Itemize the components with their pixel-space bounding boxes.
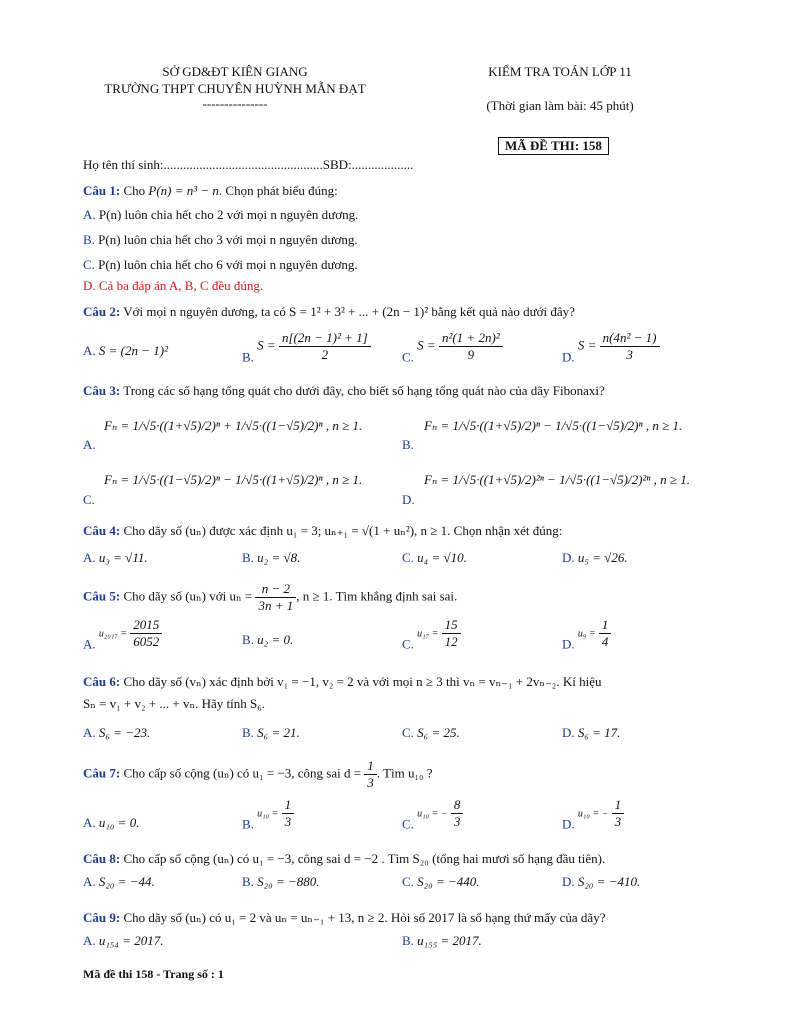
question-label: Câu 7:	[83, 765, 121, 781]
option-label: B.	[242, 550, 254, 565]
formula-lhs: u₁₀ = −	[577, 808, 609, 820]
fraction	[130, 617, 162, 650]
q1-option-d: D. Cả ba đáp án A, B, C đều đúng.	[83, 278, 264, 293]
q2-option-a	[83, 343, 168, 359]
exam-title: KIỂM TRA TOÁN LỚP 11	[488, 64, 632, 79]
q4-option-d	[562, 550, 628, 566]
question-6	[83, 674, 601, 690]
q3-option-a: Fₙ = 1/√5·((1+√5)/2)ⁿ + 1/√5·((1−√5)/2)ⁿ , n ≥ 1.	[104, 418, 363, 433]
option-label: A.	[83, 815, 96, 830]
question-text: Với mọi n nguyên dương, ta có S = 1² + 3² + ... + (2n − 1)² bằng kết quả nào dưới đây?	[120, 304, 575, 319]
denominator: 4	[601, 634, 609, 649]
question-text: Cho dãy số (uₙ) có u₁ = 2 và uₙ = uₙ₋₁ + 13, n ≥ 2. Hỏi số 2017 là số hạng thứ mấy của dãy?	[120, 910, 606, 925]
question-text: . Chọn phát biểu đúng:	[218, 183, 338, 198]
question-text: Cho dãy số (uₙ) với uₙ =	[120, 588, 253, 604]
q3-option-c: Fₙ = 1/√5·((1−√5)/2)ⁿ − 1/√5·((1+√5)/2)ⁿ , n ≥ 1.	[104, 472, 363, 487]
denominator: 3	[284, 814, 292, 829]
q6-option-a	[83, 725, 150, 741]
question-4	[83, 523, 562, 539]
formula-lhs: u₂₀₁₇ =	[98, 628, 128, 640]
question-label: Câu 9:	[83, 910, 121, 925]
question-2	[83, 304, 575, 320]
q7-option-d	[562, 797, 624, 832]
q6-option-d	[562, 725, 620, 741]
option-label: C.	[402, 816, 414, 832]
q4-option-b	[242, 550, 300, 566]
q5-option-a	[83, 617, 162, 652]
question-text: Cho dãy số (uₙ) được xác định u₁ = 3; uₙ₊₁ = √(1 + uₙ²), n ≥ 1. Chọn nhận xét đúng:	[120, 523, 563, 538]
formula: S₆ = 25.	[417, 725, 460, 740]
formula-lhs: S =	[417, 337, 436, 353]
question-label: Câu 6:	[83, 674, 121, 689]
q3-option-b: Fₙ = 1/√5·((1+√5)/2)ⁿ − 1/√5·((1−√5)/2)ⁿ , n ≥ 1.	[424, 418, 683, 433]
header-separator: ---------------	[202, 96, 268, 111]
q7-option-b	[242, 797, 294, 832]
fraction	[279, 330, 371, 363]
formula: u₂ = √8.	[257, 550, 301, 565]
q8-option-b	[242, 874, 320, 890]
question-text: Cho	[120, 183, 149, 198]
q3-option-d-label	[402, 492, 415, 508]
question-3	[83, 383, 605, 399]
denominator: 3	[453, 814, 461, 829]
option-label: B.	[83, 232, 99, 247]
school-department: SỞ GD&ĐT KIÊN GIANG	[162, 64, 308, 79]
option-label: C.	[402, 725, 414, 740]
question-label: Câu 2:	[83, 304, 121, 319]
q1-option-a	[83, 207, 358, 223]
formula-lhs: u₉ =	[577, 628, 596, 640]
q5-option-c	[402, 617, 461, 652]
formula: S₆ = −23.	[98, 725, 151, 740]
numerator: n − 2	[255, 581, 296, 598]
option-label: B.	[402, 933, 414, 948]
formula-lhs: S =	[577, 337, 597, 353]
question-label: Câu 1:	[83, 183, 121, 198]
numerator: n[(2n − 1)² + 1]	[279, 330, 371, 347]
option-label: B.	[242, 874, 254, 889]
q8-option-a	[83, 874, 155, 890]
option-label: B.	[242, 725, 254, 740]
fraction	[255, 581, 296, 614]
denominator: 2	[321, 347, 329, 362]
denominator: 3n + 1	[258, 598, 294, 613]
option-label: C.	[402, 349, 414, 365]
q1-option-b	[83, 232, 358, 248]
numerator: 1	[599, 617, 612, 634]
numerator: 1	[282, 797, 295, 814]
question-8	[83, 851, 605, 867]
formula: u₂ = 0.	[257, 632, 294, 647]
fraction	[600, 330, 660, 363]
formula-lhs: u₁₇ =	[417, 628, 439, 640]
denominator: 12	[444, 634, 458, 649]
formula: u₄ = √10.	[417, 550, 467, 565]
q8-option-c	[402, 874, 480, 890]
question-label: Câu 5:	[83, 588, 121, 604]
option-label: A.	[83, 636, 96, 652]
q8-option-d	[562, 874, 640, 890]
q2-option-b	[242, 330, 371, 365]
question-text: . Tìm u₁₀ ?	[376, 765, 433, 781]
numerator: 8	[451, 797, 464, 814]
option-label: C.	[402, 550, 414, 565]
option-label: B.	[242, 632, 254, 647]
question-9	[83, 910, 605, 926]
q9-option-b	[402, 933, 482, 949]
option-label: D.	[562, 874, 575, 889]
denominator: 3	[626, 347, 633, 362]
q7-option-c	[402, 797, 463, 832]
formula: u₁₅₄ = 2017.	[98, 933, 164, 948]
option-label: D.	[402, 492, 415, 507]
q7-option-a	[83, 815, 139, 831]
option-label: C.	[83, 257, 99, 272]
formula: u₁₅₅ = 2017.	[417, 933, 482, 948]
q3-option-b-label	[402, 437, 414, 453]
q6-option-b	[242, 725, 300, 741]
option-label: C.	[402, 874, 414, 889]
option-label: A.	[83, 933, 96, 948]
question-6-line2: Sₙ = v₁ + v₂ + ... + vₙ. Hãy tính S₆.	[83, 696, 266, 711]
option-text: P(n) luôn chia hết cho 6 với mọi n nguyên dương.	[98, 257, 358, 272]
fraction	[612, 797, 625, 830]
option-label: A.	[83, 550, 96, 565]
fraction	[439, 330, 503, 363]
formula: S₂₀ = −880.	[257, 874, 320, 889]
denominator: 6052	[133, 634, 160, 649]
option-label: A.	[83, 437, 96, 452]
denominator: 9	[467, 347, 475, 362]
option-label: B.	[402, 437, 414, 452]
option-label: C.	[402, 636, 414, 652]
denominator: 3	[614, 814, 622, 829]
formula: S₂₀ = −410.	[577, 874, 641, 889]
option-label: D.	[562, 349, 575, 365]
q9-option-a	[83, 933, 163, 949]
school-name: TRƯỜNG THPT CHUYÊN HUỲNH MẪN ĐẠT	[104, 81, 366, 96]
formula: P(n) = n³ − n	[148, 183, 219, 198]
formula: u₃ = √11.	[98, 550, 148, 565]
numerator: n²(1 + 2n)²	[439, 330, 503, 347]
option-label: C.	[83, 492, 95, 507]
fraction	[599, 617, 612, 650]
formula-lhs: S =	[257, 337, 276, 353]
formula-lhs: u₁₀ = −	[417, 808, 448, 820]
question-text: Cho cấp số cộng (uₙ) có u₁ = −3, công sai d = −2 . Tìm S₂₀ (tổng hai mươi số hạng đầu tiên).	[120, 851, 606, 866]
q3-option-a-label	[83, 437, 96, 453]
q2-option-c	[402, 330, 503, 365]
numerator: 1	[364, 758, 377, 775]
q3-option-c-label	[83, 492, 95, 508]
formula: S₂₀ = −440.	[417, 874, 480, 889]
option-label: B.	[242, 349, 254, 365]
option-label: D.	[562, 550, 575, 565]
fraction	[451, 797, 464, 830]
formula: S₂₀ = −44.	[98, 874, 155, 889]
question-text: Cho cấp số cộng (uₙ) có u₁ = −3, công sai d =	[120, 765, 362, 781]
exam-code: MÃ ĐỀ THI: 158	[498, 137, 609, 155]
formula: u₅ = √26.	[577, 550, 628, 565]
formula: S = (2n − 1)²	[98, 343, 168, 358]
numerator: 2015	[130, 617, 162, 634]
option-label: D.	[562, 816, 575, 832]
option-label: A.	[83, 207, 99, 222]
option-label: A.	[83, 343, 96, 358]
question-label: Câu 3:	[83, 383, 121, 398]
option-text: P(n) luôn chia hết cho 3 với mọi n nguyên dương.	[98, 232, 358, 247]
numerator: n(4n² − 1)	[600, 330, 660, 347]
formula: S₆ = 21.	[257, 725, 300, 740]
question-text: , n ≥ 1. Tìm khẳng định sai sai.	[296, 588, 458, 604]
question-text: Cho dãy số (vₙ) xác định bởi v₁ = −1, v₂ = 2 và với mọi n ≥ 3 thì vₙ = vₙ₋₁ + 2vₙ₋₂. Kí hiệu	[120, 674, 602, 689]
option-label: A.	[83, 725, 96, 740]
exam-duration: (Thời gian làm bài: 45 phút)	[486, 98, 634, 113]
fraction	[282, 797, 295, 830]
formula-lhs: u₁₀ =	[257, 808, 279, 820]
q4-option-c	[402, 550, 467, 566]
numerator: 1	[612, 797, 625, 814]
question-7	[83, 758, 433, 791]
q3-option-d: Fₙ = 1/√5·((1+√5)/2)²ⁿ − 1/√5·((1−√5)/2)²ⁿ , n ≥ 1.	[424, 472, 691, 487]
option-label: A.	[83, 874, 96, 889]
formula: u₁₀ = 0.	[98, 815, 140, 830]
q6-option-c	[402, 725, 460, 741]
denominator: 3	[367, 775, 374, 790]
option-label: D.	[562, 636, 575, 652]
page-footer: Mã đề thi 158 - Trang số : 1	[83, 967, 224, 981]
option-text: P(n) luôn chia hết cho 2 với mọi n nguyên dương.	[98, 207, 359, 222]
fraction	[364, 758, 377, 791]
numerator: 15	[442, 617, 461, 634]
q4-option-a	[83, 550, 148, 566]
q5-option-d	[562, 617, 611, 652]
q2-option-d	[562, 330, 660, 365]
option-label: B.	[242, 816, 254, 832]
question-1	[83, 183, 338, 199]
formula: S₆ = 17.	[577, 725, 621, 740]
q1-option-c	[83, 257, 358, 273]
question-label: Câu 8:	[83, 851, 121, 866]
fraction	[442, 617, 461, 650]
student-info-line: Họ tên thí sinh:.................................................SBD:...................	[83, 157, 414, 172]
q5-option-b	[242, 632, 293, 648]
question-label: Câu 4:	[83, 523, 121, 538]
question-text: Trong các số hạng tổng quát cho dưới đây, cho biết số hạng tổng quát nào của dãy Fibonaxi?	[120, 383, 605, 398]
option-label: D.	[562, 725, 575, 740]
question-5	[83, 581, 457, 614]
